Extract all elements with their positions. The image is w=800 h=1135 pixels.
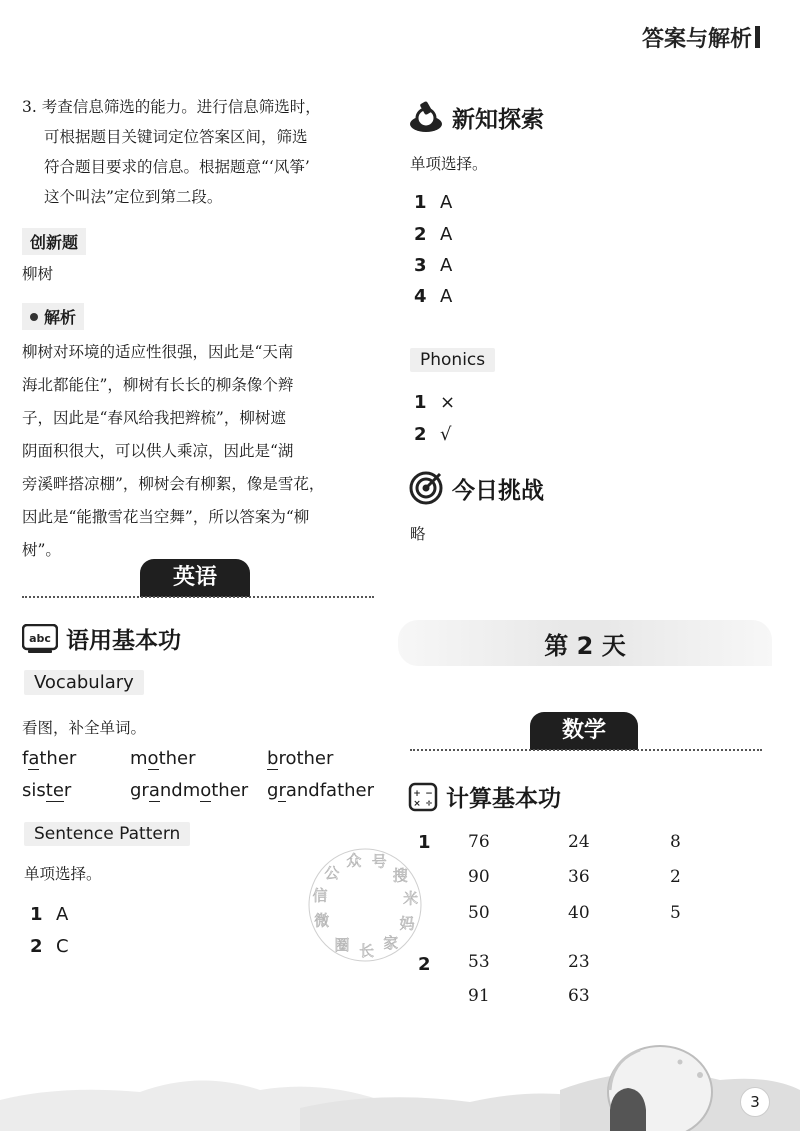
explore-answer: 4 A <box>414 286 453 307</box>
watermark-char: 圈 <box>334 935 350 954</box>
item-3-line: 符合题目要求的信息。根据题意“‘风筝’ <box>44 158 310 176</box>
explore-answer: 2 A <box>414 224 453 245</box>
abc-icon <box>22 624 58 654</box>
watermark-stamp <box>290 830 440 980</box>
english-section-tab: 英语 <box>140 559 250 597</box>
calc-group-number: 2 <box>418 954 431 975</box>
analysis-line: 海北都能住”，柳树有长长的柳条像个辫 <box>22 376 294 394</box>
calc-value: 2 <box>670 867 681 887</box>
bullet-dot-icon <box>30 313 38 321</box>
header-bar <box>755 26 760 48</box>
daily-challenge-label: 今日挑战 <box>452 477 544 504</box>
sentence-answer: 1 A <box>30 904 69 925</box>
word-grandmother: grandmother <box>130 780 249 801</box>
watermark-char: 号 <box>371 852 387 871</box>
svg-text:×: × <box>413 798 421 809</box>
analysis-line: 因此是“能撒雪花当空舞”，所以答案为“柳 <box>22 508 310 526</box>
calc-value: 53 <box>468 952 490 972</box>
watermark-char: 妈 <box>399 914 415 933</box>
watermark-char: 公 <box>324 864 340 882</box>
watermark-char: 米 <box>403 889 419 908</box>
phonics-label: Phonics <box>410 348 495 372</box>
svg-text:÷: ÷ <box>425 798 433 809</box>
analysis-line: 旁溪畔搭凉棚”，柳树会有柳絮，像是雪花， <box>22 475 325 493</box>
calc-value: 23 <box>568 952 590 972</box>
sentence-answer: 2 C <box>30 936 69 957</box>
target-icon <box>408 470 444 506</box>
calc-value: 76 <box>468 832 490 852</box>
watermark-char: 微 <box>314 911 330 930</box>
item-3-line: 这个叫法”定位到第二段。 <box>44 188 223 206</box>
watermark-char: 家 <box>383 934 399 953</box>
calc-value: 50 <box>468 903 490 923</box>
calc-value: 63 <box>568 986 590 1006</box>
item-3-line: 3. 考查信息筛选的能力。进行信息筛选时， <box>22 98 321 116</box>
sentence-instruction: 单项选择。 <box>24 865 102 883</box>
calc-value: 91 <box>468 986 490 1006</box>
vocabulary-label: Vocabulary <box>24 670 144 695</box>
word-sister: sister <box>22 780 72 801</box>
day-banner: 第 2 天 <box>398 620 772 666</box>
innovation-heading: 创新题 <box>22 228 86 255</box>
sentence-pattern-label: Sentence Pattern <box>24 822 190 846</box>
calculation-basics-label: 计算基本功 <box>446 786 561 812</box>
analysis-heading-label: 解析 <box>44 308 77 327</box>
calculation-basics-heading <box>408 780 561 813</box>
calc-value: 40 <box>568 903 590 923</box>
calc-value: 36 <box>568 867 590 887</box>
watermark-char: 长 <box>359 942 375 960</box>
calc-group-number: 1 <box>418 832 431 853</box>
daily-challenge-heading <box>408 470 544 506</box>
watermark-char: 搜 <box>392 866 408 885</box>
language-basics-heading <box>22 622 181 655</box>
challenge-answer: 略 <box>410 525 426 543</box>
section-divider <box>410 749 762 751</box>
calc-value: 24 <box>568 832 590 852</box>
analysis-line: 阴面积很大，可以供人乘凉，因此是“湖 <box>22 442 294 460</box>
word-grandfather: grandfather <box>267 780 375 801</box>
watermark-char: 信 <box>312 886 328 905</box>
explore-answer: 3 A <box>414 255 453 276</box>
new-knowledge-label: 新知探索 <box>452 106 544 133</box>
word-father: father <box>22 748 77 769</box>
word-brother: brother <box>267 748 334 769</box>
vocabulary-instruction: 看图，补全单词。 <box>22 719 147 737</box>
running-header-title: 答案与解析 <box>641 27 752 52</box>
phonics-answer: 1 × <box>414 392 456 413</box>
analysis-line: 柳树对环境的适应性很强，因此是“天南 <box>22 343 294 361</box>
analysis-line: 树”。 <box>22 541 61 559</box>
calc-value: 5 <box>670 903 681 923</box>
analysis-line: 子，因此是“春风给我把辫梳”，柳树遮 <box>22 409 286 427</box>
phonics-answer: 2 √ <box>414 424 452 445</box>
calc-value: 8 <box>670 832 681 852</box>
analysis-text <box>22 336 374 567</box>
watermark-char: 众 <box>346 851 362 870</box>
item-3-line: 可根据题目关键词定位答案区间，筛选 <box>44 128 308 146</box>
item-3-explanation <box>22 92 374 212</box>
bottom-scenery <box>0 1030 800 1131</box>
explore-answer: 1 A <box>414 192 453 213</box>
language-basics-label: 语用基本功 <box>66 628 181 654</box>
math-section-tab: 数学 <box>530 712 638 750</box>
innovation-answer: 柳树 <box>22 265 54 283</box>
abc-icon-text: abc <box>29 631 51 645</box>
calc-value: 90 <box>468 867 490 887</box>
telescope-icon <box>408 100 444 134</box>
svg-text:+: + <box>413 788 421 799</box>
page-number: 3 <box>740 1087 770 1117</box>
analysis-heading <box>22 303 84 330</box>
explore-instruction: 单项选择。 <box>410 155 488 173</box>
word-mother: mother <box>130 748 196 769</box>
calculator-icon <box>408 782 438 812</box>
new-knowledge-heading <box>408 100 544 134</box>
svg-text:−: − <box>425 788 433 799</box>
section-divider <box>22 596 374 598</box>
